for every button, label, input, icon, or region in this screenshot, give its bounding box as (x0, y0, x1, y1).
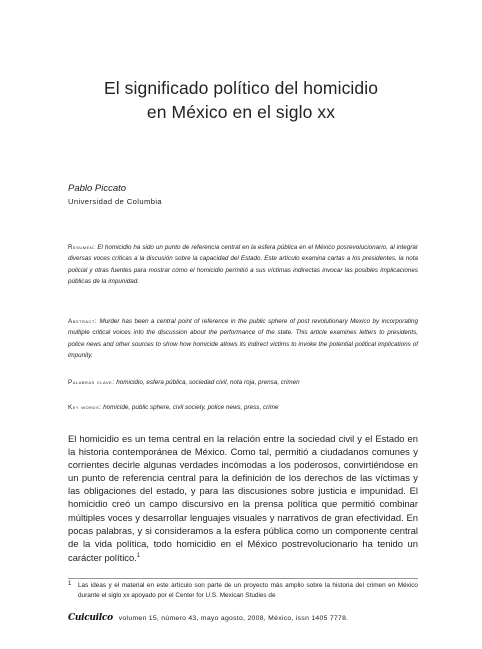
journal-logo: Cuicuilco (68, 613, 113, 623)
palabras-clave-label: Palabras clave: (68, 379, 115, 386)
key-words-label: Key words: (68, 404, 102, 411)
palabras-clave-block (68, 377, 418, 388)
author-name: Pablo Piccato (68, 183, 127, 194)
resumen-text: El homicidio ha sido un punto de referencia central en la esfera pública en el México posrevolucionario, al integrar diversas voces críticas a la discusión sobre la capacidad del Estado. Este artículo examina cartas a los presidentes, la nota policial y otras fuentes para mostrar cómo el homicidio permitió a sus víctimas indirectas invocar las posibles implicaciones públicas de la impunidad. (68, 244, 419, 286)
page-footer (68, 613, 428, 623)
footnote-rule (68, 578, 418, 579)
journal-citation: volumen 15, número 43, mayo agosto, 2008, México, issn 1405 7778. (118, 614, 349, 622)
title-line-2: en México en el siglo xx (146, 102, 336, 122)
abstract-block (68, 316, 418, 362)
resumen-block (68, 242, 418, 288)
abstract-label: Abstract: (68, 318, 98, 325)
footnote-number: 1 (68, 581, 72, 587)
author-affiliation: Universidad de Columbia (68, 197, 163, 206)
key-words-text: homicide, public sphere, civil society, police news, press, crime (103, 404, 279, 411)
footnote (68, 581, 418, 602)
body-text: El homicidio es un tema central en la relación entre la sociedad civil y el Estado en la historia contemporánea de México. Como tal, permitió a ciudadanos comunes y corrientes decirle algunas verdades incómodas a los poderosos, convirtiéndose en un punto de referencia central para la definición de los derechos de las víctimas y las obligaciones del estado, y para las discusiones sobre justicia e impunidad. El homicidio creó un campo discursivo en la prensa política que permitió combinar múltiples voces y desarrollar lenguajes visuales y narrativos de gran efectividad. En pocas palabras, y si consideramos a la esfera pública como un componente central de la vida política, todo homicidio en el México postrevolucionario ha tenido un carácter político. (68, 433, 418, 563)
footnote-marker: 1 (136, 552, 141, 559)
article-title (60, 76, 422, 124)
footnote-text: Las ideas y el material en este artículo son parte de un proyecto más amplio sobre la historia del crimen en México durante el siglo xx apoyado por el Center for U.S. Mexican Studies de (78, 582, 418, 600)
abstract-text: Murder has been a central point of reference in the public sphere of post revolutionary Mexico by incorporating multiple critical voices into the discussion about the performance of the state. This article examines letters to presidents, police news and other sources to show how homicide allows its indirect victims to invoke the potential political implications of impunity. (68, 318, 418, 360)
title-line-1: El significado político del homicidio (103, 78, 379, 98)
resumen-label: Resumen: (68, 244, 96, 251)
palabras-clave-text: homicidio, esfera pública, sociedad civil, nota roja, prensa, crimen (116, 379, 300, 386)
body-paragraph (68, 432, 418, 564)
key-words-block (68, 402, 418, 413)
